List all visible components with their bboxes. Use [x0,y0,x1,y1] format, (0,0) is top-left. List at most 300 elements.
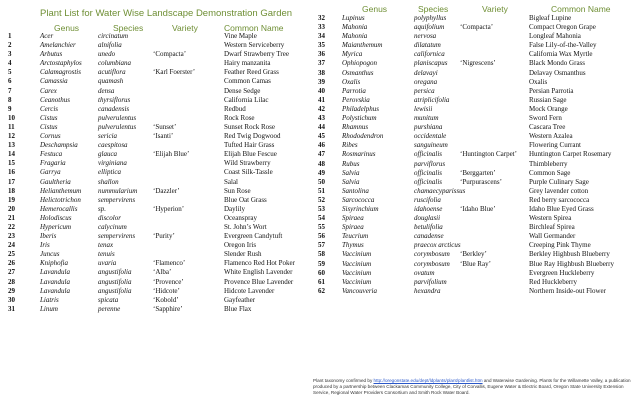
plant-row [0,132,638,141]
species-cell: douglasii [414,214,441,223]
species-cell: parviflorus [414,159,446,168]
footnote [313,378,631,397]
row-number: 52 [318,195,325,204]
genus-cell: Hemerocallis [40,204,78,213]
species-cell: occidentale [414,132,447,141]
plant-row [0,141,638,150]
common-name-cell: California Lilac [224,95,269,104]
species-cell: pulverulentus [98,122,137,131]
row-number: 37 [318,59,325,68]
row-number: 47 [318,150,325,159]
header-variety: Variety [172,23,198,33]
common-name-cell: Tufted Hair Grass [224,141,275,150]
genus-cell: Cistus [40,113,58,122]
plant-row [0,41,638,50]
common-name-cell: Mock Orange [529,104,568,113]
species-cell: betulifolia [414,223,443,232]
plant-row [0,14,638,23]
common-name-cell: Sunset Rock Rose [224,122,275,131]
row-number: 60 [318,268,325,277]
header-species: Species [418,4,449,14]
genus-cell: Liatris [40,295,59,304]
variety-cell: ‘Isanti’ [153,132,174,141]
common-name-cell: Flamenco Red Hot Poker [224,259,295,268]
row-number: 56 [318,232,325,241]
genus-cell: Camassia [40,77,68,86]
species-cell: persica [414,86,435,95]
genus-cell: Lupinus [342,14,365,22]
row-number: 45 [318,132,325,141]
common-name-cell: Red berry sarcococca [529,195,590,204]
plant-row [0,214,638,223]
species-cell: glauca [98,150,118,159]
header-common-name: Common Name [551,4,611,14]
row-number: 34 [318,32,325,41]
common-name-cell: Red Huckleberry [529,277,578,286]
row-number: 22 [8,222,15,231]
common-name-cell: Evergreen Huckleberry [529,268,595,277]
common-name-cell: Oceanspray [224,213,258,222]
genus-cell: Carex [40,86,57,95]
species-cell: corymbosum [414,259,450,268]
plant-row [0,196,638,205]
common-name-cell: Hairy manzanita [224,59,271,68]
common-name-cell: Western Serviceberry [224,41,285,50]
genus-cell: Polystichum [342,114,377,123]
plant-row [0,69,638,78]
species-cell: alnifolia [98,41,122,50]
common-name-cell: Hidcote Lavender [224,286,275,295]
species-cell: perenne [98,304,121,313]
species-cell: angustifolia [98,277,132,286]
genus-cell: Thymus [342,241,364,250]
plant-row [0,50,638,59]
common-name-cell: Longleaf Mahonia [529,32,581,41]
genus-cell: Myrica [342,50,363,59]
row-number: 8 [8,95,12,104]
variety-cell: ‘Elijah Blue’ [153,150,190,159]
row-number: 23 [8,232,15,241]
species-cell: elliptica [98,168,121,177]
plant-row [0,160,638,169]
species-cell: polyphyllus [414,14,447,22]
row-number: 49 [318,168,325,177]
variety-cell: ‘Compacta’ [460,23,494,32]
plant-row [0,78,638,87]
genus-cell: Ribes [342,141,358,150]
plant-row [0,114,638,123]
common-name-cell: Huntington Carpet Rosemary [529,150,612,159]
plant-row [0,59,638,68]
plant-row [0,205,638,214]
genus-cell: Spiraea [342,223,364,232]
species-cell: sempervirens [98,232,136,241]
species-cell: munitum [414,114,439,123]
species-cell: virginiana [98,159,127,168]
species-cell: californica [414,50,445,59]
species-cell: idahoense [414,204,443,213]
row-number: 21 [8,213,15,222]
common-name-cell: Common Sage [529,168,571,177]
plant-row [0,23,638,32]
genus-cell: Arctostaphylos [40,59,82,68]
plant-list-right [0,14,638,296]
common-name-cell: Wall Germander [529,232,576,241]
variety-cell: ‘Berggarten’ [460,168,496,177]
common-name-cell: Redbud [224,104,246,113]
header-genus: Genus [362,4,388,14]
common-name-cell: Oxalis [529,77,548,86]
species-cell: circinatum [98,32,129,40]
species-cell: nummularium [98,186,138,195]
row-number: 20 [8,204,15,213]
row-number: 36 [318,50,325,59]
genus-cell: Festuca [40,150,63,159]
row-number: 43 [318,114,325,123]
row-number: 2 [8,41,12,50]
genus-cell: Vaccinium [342,268,372,277]
species-cell: thyrsiflorus [98,95,131,104]
common-name-cell: Purple Culinary Sage [529,177,589,186]
common-name-cell: Common Camas [224,77,271,86]
species-cell: oregana [414,77,438,86]
row-number: 4 [8,59,12,68]
genus-cell: Santolina [342,186,369,195]
genus-cell: Deschampsia [40,141,78,150]
row-number: 12 [8,132,15,141]
variety-cell: ‘Kobold’ [153,295,179,304]
genus-cell: Salvia [342,177,360,186]
row-number: 28 [8,277,15,286]
genus-cell: Iris [40,241,50,250]
genus-cell: Salvia [342,168,360,177]
plant-row [0,250,638,259]
species-cell: sericia [98,132,118,141]
genus-cell: Juncus [40,250,60,259]
row-number: 5 [8,68,12,77]
genus-cell: Fragaria [40,159,66,168]
row-number: 1 [8,32,12,40]
genus-cell: Iberis [40,232,57,241]
plant-row [0,123,638,132]
row-number: 33 [318,23,325,32]
row-number: 32 [318,14,325,22]
row-number: 15 [8,159,15,168]
common-name-cell: Grey lavender cotton [529,186,589,195]
genus-cell: Spiraea [342,214,364,223]
common-name-cell: Thimbleberry [529,159,568,168]
species-cell: calycinum [98,222,127,231]
common-name-cell: Cascara Tree [529,123,566,132]
variety-cell: ‘Sapphire’ [153,304,183,313]
plant-row [0,305,310,314]
common-name-cell: Wild Strawberry [224,159,271,168]
common-name-cell: California Wax Myrtle [529,50,593,59]
common-name-cell: Western Spirea [529,214,572,223]
variety-cell: ‘Dazzler’ [153,186,180,195]
row-number: 46 [318,141,325,150]
common-name-cell: Compact Oregon Grape [529,23,596,32]
species-cell: officinalis [414,177,442,186]
footnote-text: and Waterwise Gardening. Plants for the Willamette Valley, a publication produced by a partnership between Clackamas Community College, City of Corvallis, Eugene Water & Electric Board, Oregon State University Extension Service, Regional Water Providers Consortium and Smith Rock Water Board. [313,378,631,396]
row-number: 7 [8,86,12,95]
species-cell: pulverulentus [98,113,137,122]
species-cell: angustifolia [98,286,132,295]
header-common-name: Common Name [224,23,284,33]
species-cell: aquifolium [414,23,445,32]
genus-cell: Vaccinium [342,259,372,268]
common-name-cell: Birchleaf Spirea [529,223,575,232]
genus-cell: Acer [40,32,54,40]
row-number: 13 [8,141,15,150]
common-name-cell: Evergreen Candytuft [224,232,283,241]
species-cell: ovatum [414,268,435,277]
common-name-cell: Blue Oat Grass [224,195,267,204]
row-number: 39 [318,77,325,86]
header-species: Species [113,23,144,33]
row-number: 18 [8,186,15,195]
species-cell: hexandra [414,286,441,295]
genus-cell: Cornus [40,132,61,141]
common-name-cell: Salal [224,177,238,186]
genus-cell: Mahonia [342,23,368,32]
species-cell: chamaecyparissus [414,186,466,195]
common-name-cell: Elijah Blue Fescue [224,150,277,159]
species-cell: atriplicifolia [414,95,450,104]
common-name-cell: St. John’s Wort [224,222,267,231]
species-cell: unedo [98,50,116,59]
genus-cell: Linum [40,304,58,313]
common-name-cell: Berkley Highbush Blueberry [529,250,610,259]
genus-cell: Lavandula [40,286,70,295]
plant-row [0,296,310,305]
variety-cell: ‘Flamenco’ [153,259,186,268]
genus-cell: Vaccinium [342,277,372,286]
genus-cell: Helianthemum [40,186,82,195]
common-name-cell: Gayfeather [224,295,256,304]
common-name-cell: Idaho Blue Eyed Grass [529,204,594,213]
common-name-cell: Rock Rose [224,113,255,122]
genus-cell: Rhododendron [342,132,384,141]
species-cell: purshiana [414,123,443,132]
species-cell: delavayi [414,68,438,77]
genus-cell: Maianthemum [342,41,383,50]
species-cell: tenax [98,241,114,250]
species-cell: sp. [98,204,106,213]
common-name-cell: Western Azalea [529,132,573,141]
row-number: 54 [318,214,325,223]
species-cell: densa [98,86,115,95]
genus-cell: Mahonia [342,32,368,41]
common-name-cell: Red Twig Dogwood [224,132,281,141]
genus-cell: Vancouveria [342,286,377,295]
genus-cell: Holodiscus [40,213,72,222]
variety-cell: ‘Purpurascens’ [460,177,502,186]
species-cell: planiscapus [414,59,448,68]
page-title: Plant List for Water Wise Landscape Demonstration Garden [40,8,293,19]
common-name-cell: False Lily-of-the-Valley [529,41,597,50]
plant-row [0,223,638,232]
row-number: 31 [8,304,15,313]
common-name-cell: Provence Blue Lavender [224,277,294,286]
variety-cell: ‘Berkley’ [460,250,487,259]
common-name-cell: Oregon Iris [224,241,257,250]
genus-cell: Sarcococca [342,195,375,204]
genus-cell: Oxalis [342,77,361,86]
row-number: 9 [8,104,12,113]
genus-cell: Philadelphus [342,104,379,113]
row-number: 51 [318,186,325,195]
variety-cell: ‘Provence’ [153,277,184,286]
variety-cell: ‘Nigrescens’ [460,59,496,68]
plant-row [0,96,638,105]
species-cell: sanguineum [414,141,448,150]
row-number: 40 [318,86,325,95]
plant-row [0,187,638,196]
genus-cell: Helictotrichon [40,195,81,204]
common-name-cell: White English Lavender [224,268,293,277]
species-cell: nervosa [414,32,437,41]
common-name-cell: Blue Ray Highbush Blueberry [529,259,614,268]
common-name-cell: Dwarf Strawberry Tree [224,50,289,59]
variety-cell: ‘Blue Ray’ [460,259,491,268]
common-name-cell: Coast Silk-Tassle [224,168,273,177]
genus-cell: Cercis [40,104,59,113]
row-number: 48 [318,159,325,168]
footnote-link[interactable]: http://oregonstate.edu/dept/ldplants/plant/plantlist.htm [373,378,483,383]
variety-cell: ‘Sunset’ [153,122,177,131]
common-name-cell: Flowering Currant [529,141,581,150]
common-name-cell: Russian Sage [529,95,567,104]
common-name-cell: Vine Maple [224,32,257,40]
row-number: 44 [318,123,325,132]
species-cell: caespitosa [98,141,128,150]
species-cell: officinalis [414,150,442,159]
common-name-cell: Slender Rush [224,250,262,259]
species-cell: parvifolium [414,277,447,286]
species-cell: spicata [98,295,119,304]
row-number: 24 [8,241,15,250]
common-name-cell: Daylily [224,204,245,213]
variety-cell: ‘Purity’ [153,232,175,241]
species-cell: canadense [414,232,444,241]
row-number: 17 [8,177,15,186]
genus-cell: Vaccinium [342,250,372,259]
common-name-cell: Feather Reed Grass [224,68,279,77]
genus-cell: Kniphofia [40,259,69,268]
species-cell: tenuis [98,250,115,259]
species-cell: columbiana [98,59,132,68]
row-number: 29 [8,286,15,295]
species-cell: lewisii [414,104,433,113]
genus-cell: Hypericum [40,222,72,231]
row-number: 50 [318,177,325,186]
plant-row [0,178,638,187]
plant-row [0,169,638,178]
row-number: 16 [8,168,15,177]
common-name-cell: Dense Sedge [224,86,261,95]
common-name-cell: Blue Flax [224,304,252,313]
variety-cell: ‘Hyperion’ [153,204,185,213]
species-cell: acutiflora [98,68,126,77]
genus-cell: Gaultheria [40,177,71,186]
variety-cell: ‘Compacta’ [153,50,187,59]
row-number: 58 [318,250,325,259]
row-number: 6 [8,77,12,86]
row-number: 57 [318,241,325,250]
row-number: 25 [8,250,15,259]
row-number: 30 [8,295,15,304]
common-name-cell: Creeping Pink Thyme [529,241,591,250]
plant-row [0,105,638,114]
row-number: 19 [8,195,15,204]
species-cell: canadensis [98,104,130,113]
common-name-cell: Persian Parrotia [529,86,574,95]
genus-cell: Rhamnus [342,123,369,132]
header-variety: Variety [482,4,508,14]
header-genus: Genus [54,23,80,33]
plant-row [0,278,638,287]
genus-cell: Parrotia [342,86,366,95]
variety-cell: ‘Karl Foerster’ [153,68,196,77]
row-number: 59 [318,259,325,268]
plant-row [0,269,638,278]
plant-row [0,150,638,159]
footnote-prefix: Plant taxonomy confirmed by [313,378,374,383]
genus-cell: Rosmarinus [342,150,376,159]
plant-row [0,32,638,41]
species-cell: angustifolia [98,268,132,277]
species-cell: uvaria [98,259,117,268]
common-name-cell: Sun Rose [224,186,251,195]
common-name-cell: Black Mondo Grass [529,59,585,68]
common-name-cell: Bigleaf Lupine [529,14,572,22]
variety-cell: ‘Idaho Blue’ [460,204,496,213]
species-cell: discolor [98,213,121,222]
row-number: 26 [8,259,15,268]
genus-cell: Arbutus [40,50,63,59]
genus-cell: Teucrium [342,232,369,241]
variety-cell: ‘Huntington Carpet’ [460,150,517,159]
species-cell: quamash [98,77,124,86]
row-number: 10 [8,113,15,122]
species-cell: sempervirens [98,195,136,204]
row-number: 11 [8,122,15,131]
variety-cell: ‘Alba’ [153,268,172,277]
plant-row [0,241,638,250]
plant-row [0,260,638,269]
common-name-cell: Northern Inside-out Flower [529,286,606,295]
genus-cell: Garrya [40,168,61,177]
genus-cell: Amelanchier [40,41,76,50]
species-cell: officinalis [414,168,442,177]
variety-cell: ‘Hidcote’ [153,286,180,295]
genus-cell: Ceanothus [40,95,70,104]
row-number: 42 [318,104,325,113]
row-number: 55 [318,223,325,232]
genus-cell: Sisyrinchium [342,204,379,213]
genus-cell: Ophiopogon [342,59,377,68]
species-cell: praecox arcticus [414,241,461,250]
genus-cell: Lavandula [40,277,70,286]
row-number: 14 [8,150,15,159]
row-number: 41 [318,95,325,104]
common-name-cell: Sword Fern [529,114,562,123]
genus-cell: Calamagrostis [40,68,81,77]
common-name-cell: Delavay Osmanthus [529,68,586,77]
row-number: 35 [318,41,325,50]
genus-cell: Cistus [40,122,58,131]
